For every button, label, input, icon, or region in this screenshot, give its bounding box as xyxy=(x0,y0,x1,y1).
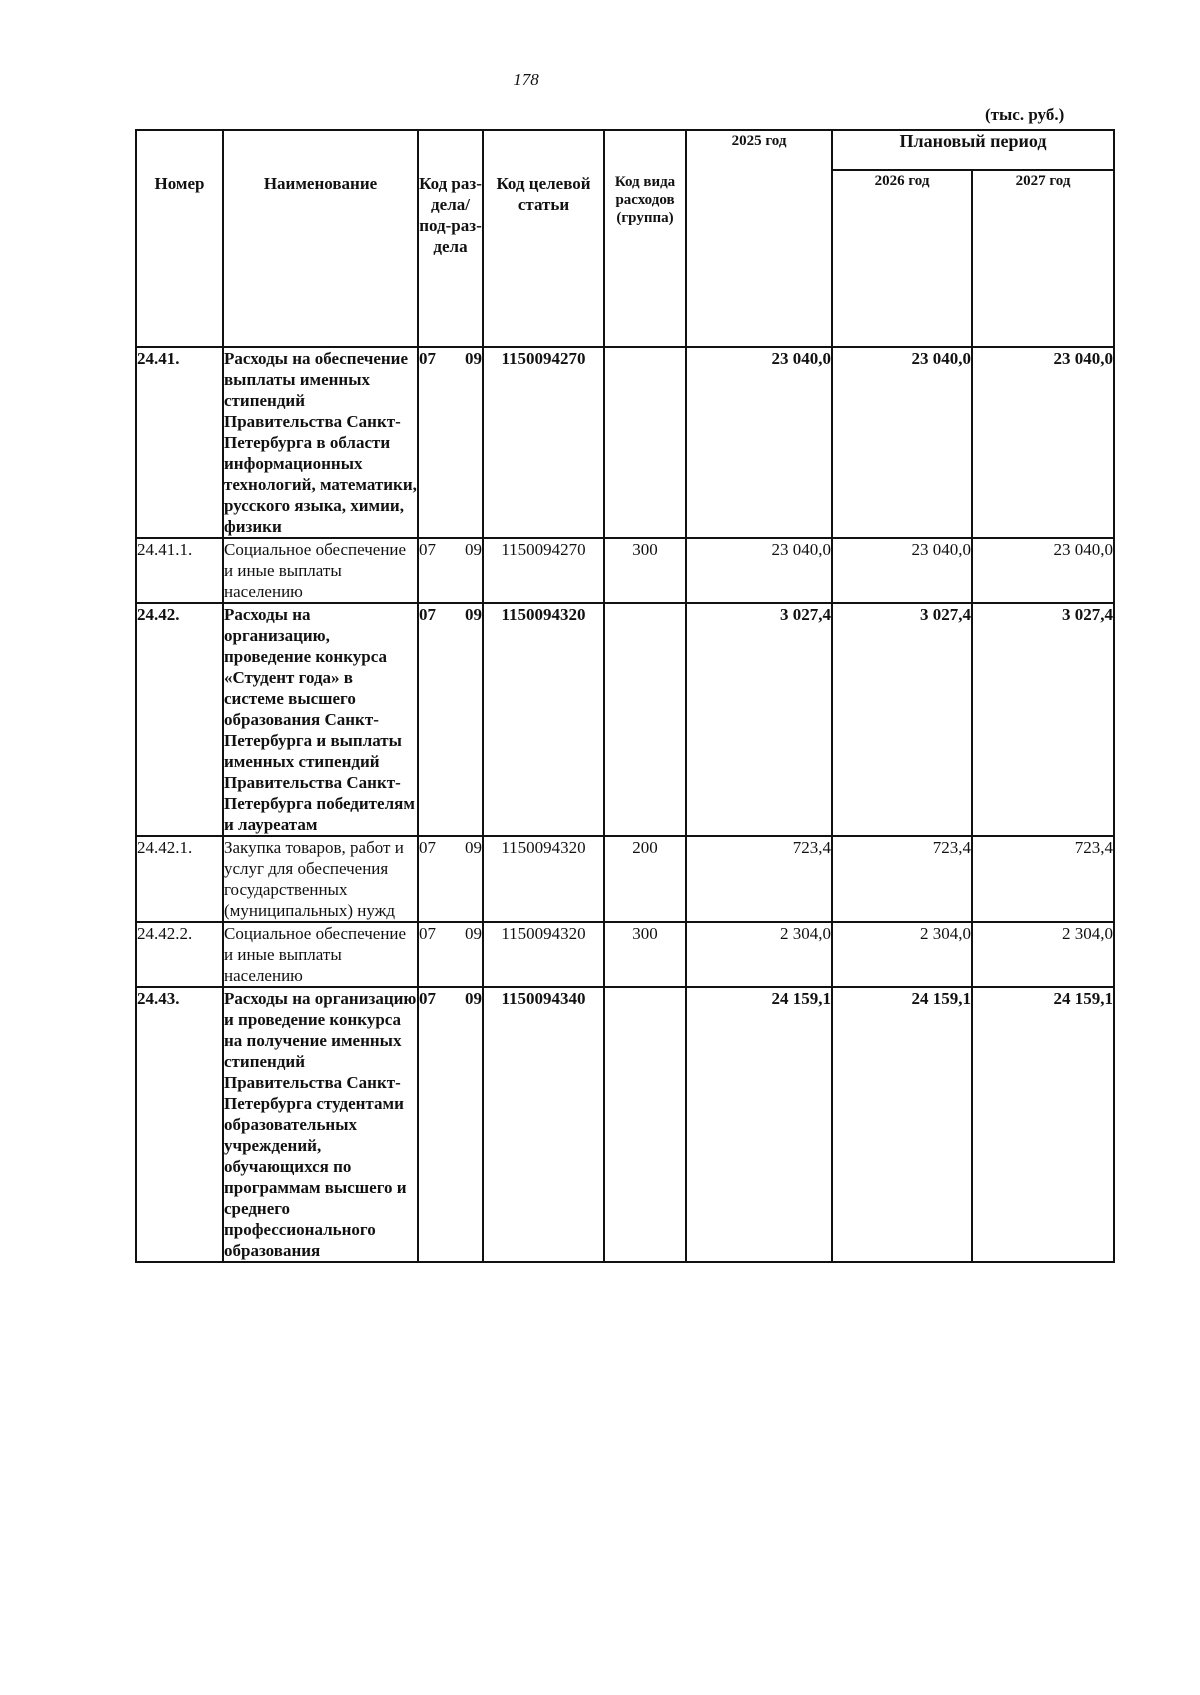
cell-amount-2027: 3 027,4 xyxy=(972,603,1114,836)
cell-expense-group xyxy=(604,987,686,1262)
header-year-2025: 2025 год xyxy=(686,130,832,347)
cell-target-code: 1150094320 xyxy=(483,603,604,836)
section-code: 07 xyxy=(419,605,436,624)
table-row xyxy=(136,836,1114,922)
cell-amount-2025: 23 040,0 xyxy=(686,347,832,538)
cell-expense-group: 200 xyxy=(604,836,686,922)
subsection-code: 09 xyxy=(465,838,482,857)
cell-expense-group xyxy=(604,603,686,836)
cell-section xyxy=(418,922,483,987)
table-row xyxy=(136,538,1114,603)
cell-section xyxy=(418,347,483,538)
cell-amount-2026: 23 040,0 xyxy=(832,538,972,603)
cell-expense-group: 300 xyxy=(604,922,686,987)
header-name: Наименование xyxy=(223,130,418,347)
cell-number: 24.42. xyxy=(136,603,223,836)
subsection-code: 09 xyxy=(465,924,482,943)
section-code: 07 xyxy=(419,924,436,943)
header-year-2027: 2027 год xyxy=(972,170,1114,347)
budget-table xyxy=(135,129,1115,1263)
cell-amount-2027: 723,4 xyxy=(972,836,1114,922)
header-section-code: Код раз-дела/ под-раз-дела xyxy=(418,130,483,347)
table-row xyxy=(136,603,1114,836)
cell-amount-2026: 23 040,0 xyxy=(832,347,972,538)
table-row xyxy=(136,347,1114,538)
table-body xyxy=(136,347,1114,1262)
page-number: 178 xyxy=(513,70,539,89)
cell-amount-2027: 2 304,0 xyxy=(972,922,1114,987)
cell-amount-2025: 2 304,0 xyxy=(686,922,832,987)
cell-expense-group xyxy=(604,347,686,538)
cell-section xyxy=(418,603,483,836)
cell-name: Социальное обеспечение и иные выплаты населению xyxy=(223,538,418,603)
units-label: (тыс. руб.) xyxy=(985,105,1065,124)
cell-name: Расходы на обеспечение выплаты именных стипендий Правительства Санкт-Петербурга в области информационных технологий, математики, русского языка, химии, физики xyxy=(224,349,417,536)
cell-target-code: 1150094270 xyxy=(483,538,604,603)
cell-expense-group: 300 xyxy=(604,538,686,603)
subsection-code: 09 xyxy=(465,605,482,624)
cell-target-code: 1150094320 xyxy=(483,922,604,987)
cell-target-code: 1150094270 xyxy=(483,347,604,538)
cell-target-code: 1150094340 xyxy=(483,987,604,1262)
cell-amount-2027: 24 159,1 xyxy=(972,987,1114,1262)
cell-amount-2026: 3 027,4 xyxy=(832,603,972,836)
cell-name: Расходы на организацию и проведение конкурса на получение именных стипендий Правительства Санкт-Петербурга студентами образовательных учреждений, обучающихся по программам высшего и среднего профессионального образования xyxy=(224,989,417,1260)
cell-amount-2025: 23 040,0 xyxy=(686,538,832,603)
cell-name: Социальное обеспечение и иные выплаты населению xyxy=(223,922,418,987)
cell-number: 24.41. xyxy=(136,347,223,538)
cell-amount-2025: 24 159,1 xyxy=(686,987,832,1262)
cell-amount-2025: 3 027,4 xyxy=(686,603,832,836)
section-code: 07 xyxy=(419,838,436,857)
cell-amount-2026: 2 304,0 xyxy=(832,922,972,987)
cell-amount-2026: 723,4 xyxy=(832,836,972,922)
section-code: 07 xyxy=(419,540,436,559)
cell-name: Расходы на организацию, проведение конкурса «Студент года» в системе высшего образования Санкт-Петербурга и выплаты именных стипендий Правительства Санкт-Петербурга победителям и лауреатам xyxy=(223,603,418,836)
section-code: 07 xyxy=(419,349,436,368)
cell-number: 24.42.2. xyxy=(136,922,223,987)
cell-section xyxy=(418,538,483,603)
cell-target-code: 1150094320 xyxy=(483,836,604,922)
cell-number: 24.42.1. xyxy=(136,836,223,922)
header-expense-type: Код вида расходов (группа) xyxy=(604,130,686,347)
cell-amount-2025: 723,4 xyxy=(686,836,832,922)
cell-name: Закупка товаров, работ и услуг для обеспечения государственных (муниципальных) нужд xyxy=(223,836,418,922)
cell-number: 24.43. xyxy=(136,987,223,1262)
subsection-code: 09 xyxy=(465,540,482,559)
section-code: 07 xyxy=(419,989,436,1008)
table-row xyxy=(136,922,1114,987)
header-planned-period: Плановый период xyxy=(832,130,1114,170)
cell-number: 24.41.1. xyxy=(136,538,223,603)
subsection-code: 09 xyxy=(465,989,482,1008)
cell-amount-2026: 24 159,1 xyxy=(832,987,972,1262)
cell-amount-2027: 23 040,0 xyxy=(972,538,1114,603)
table-row xyxy=(136,987,1114,1262)
cell-section xyxy=(418,836,483,922)
header-target-code: Код целевой статьи xyxy=(483,130,604,347)
header-year-2026: 2026 год xyxy=(832,170,972,347)
subsection-code: 09 xyxy=(465,349,482,368)
header-number: Номер xyxy=(136,130,223,347)
cell-amount-2027: 23 040,0 xyxy=(972,347,1114,538)
cell-section xyxy=(418,987,483,1262)
